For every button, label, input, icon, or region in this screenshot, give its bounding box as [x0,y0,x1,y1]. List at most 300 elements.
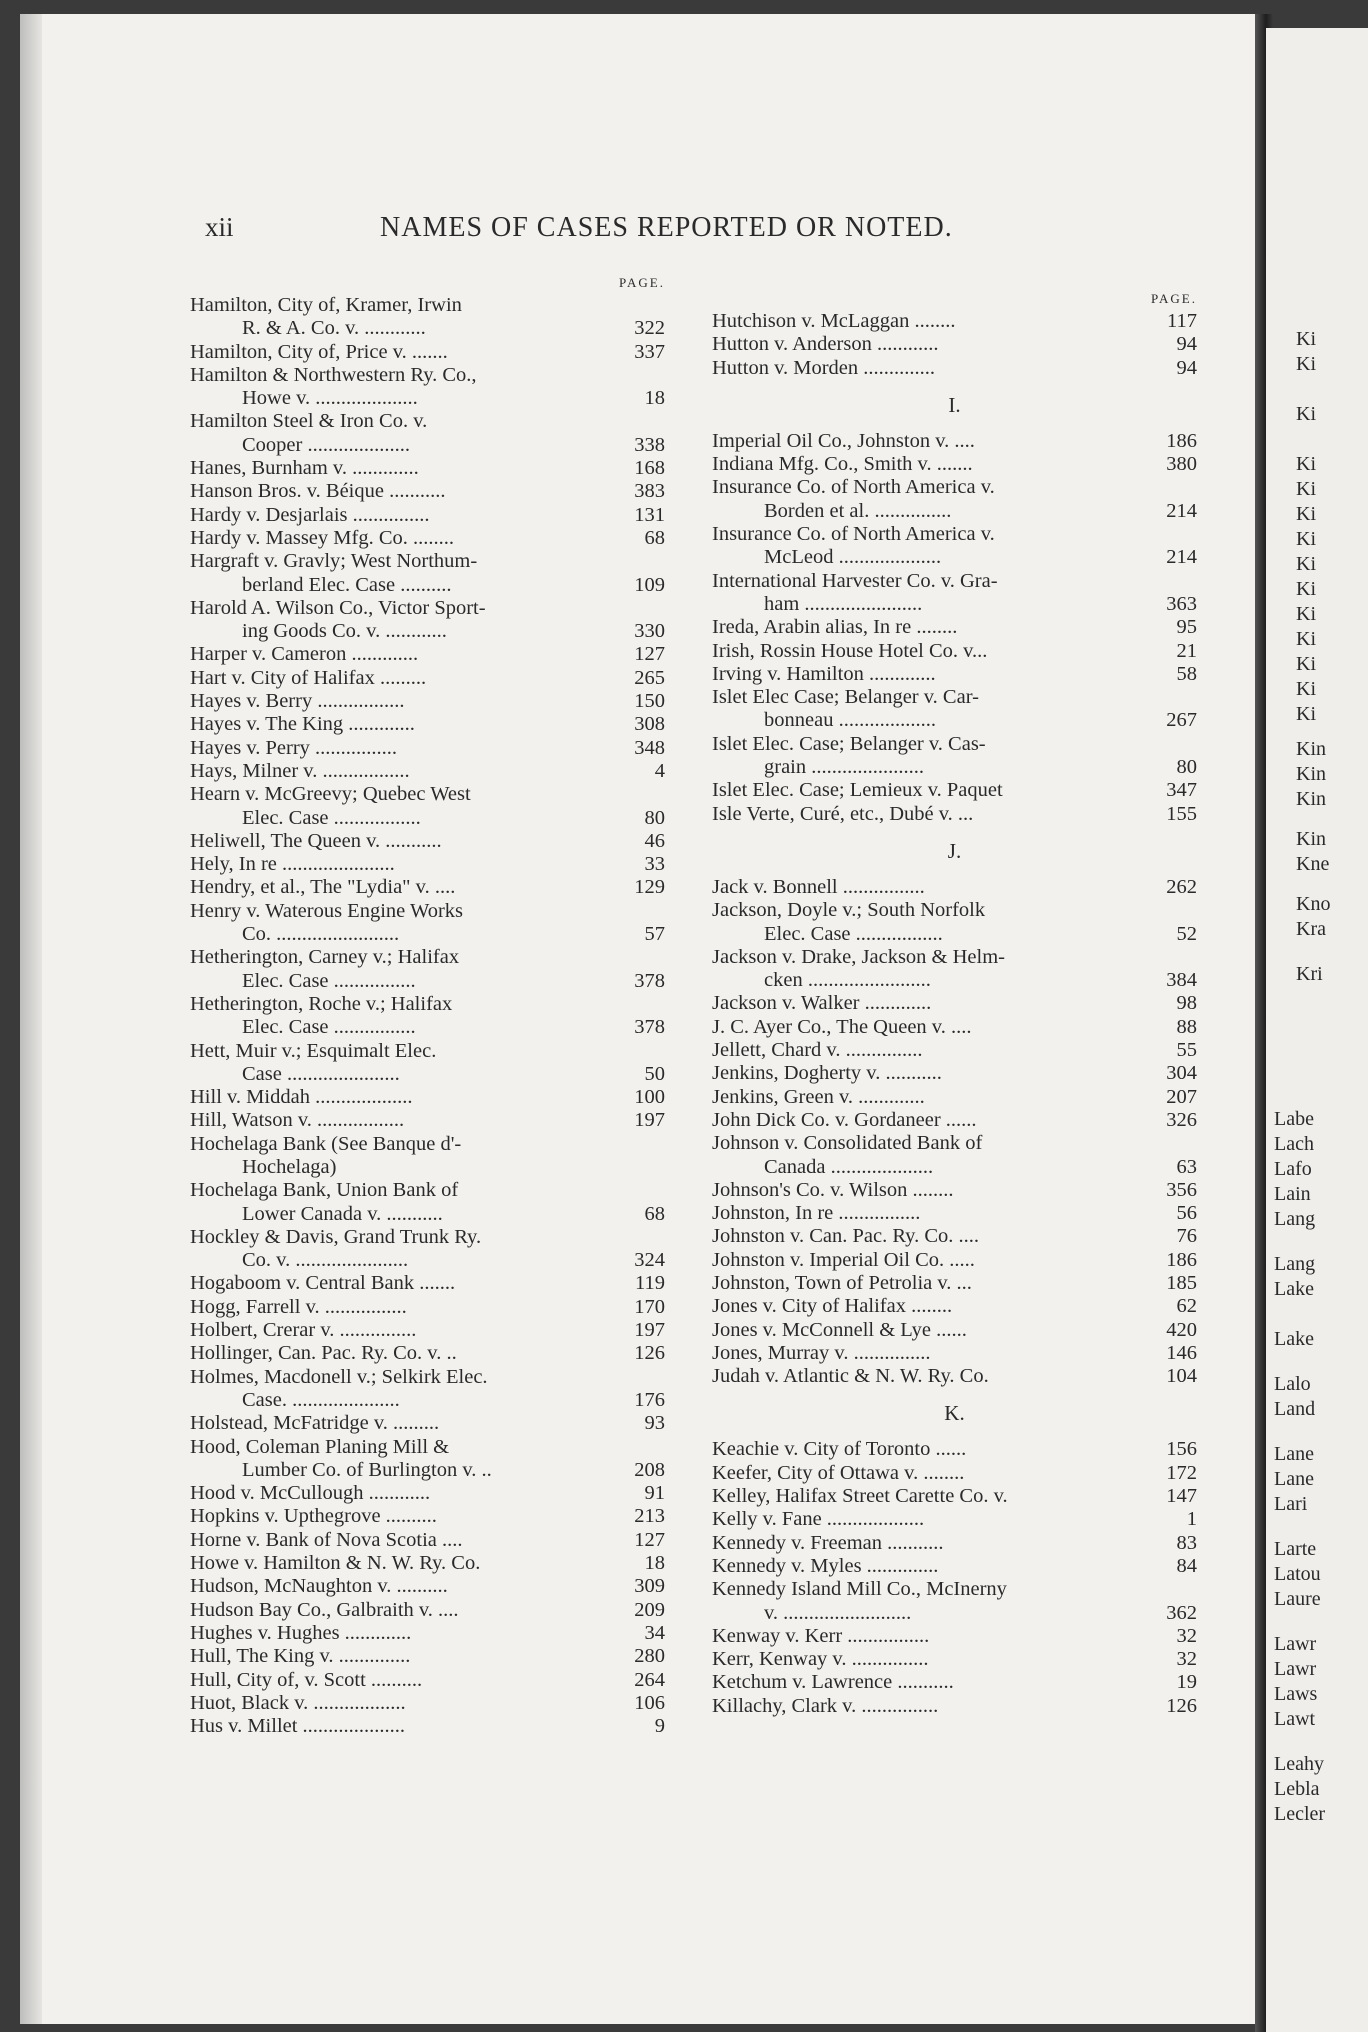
index-entry [712,663,1197,686]
index-entry [190,1715,665,1738]
facing-page-fragment: Kin [1296,763,1326,785]
index-entry [190,364,665,411]
index-entry [712,1202,1197,1225]
entry-page-number: 186 [1166,429,1197,452]
index-entry [712,1016,1197,1039]
entry-page-number: 18 [644,387,665,410]
entry-page-number: 363 [1166,592,1197,615]
facing-page-fragment: Lawr [1274,1633,1317,1655]
facing-page-fragment: Latou [1274,1563,1321,1585]
entry-text: Hays, Milner v. ................. [190,759,410,782]
index-entry [190,527,665,550]
entry-text: Hanson Bros. v. Béique ........... [190,480,446,503]
facing-page-fragment: Leahy [1274,1753,1324,1775]
entry-text: Johnston, In re ................ [712,1202,921,1225]
entry-text: Lower Canada v. ........... [242,1202,443,1225]
entry-page-number: 362 [1166,1601,1197,1624]
facing-page-fragment: Ki [1296,503,1316,525]
entry-page-number: 94 [1176,333,1197,356]
index-entry [712,1438,1197,1461]
entry-page-number: 264 [634,1668,665,1691]
entry-page-number: 197 [634,1109,665,1132]
entry-text: Insurance Co. of North America v. [712,476,995,499]
index-entry [190,946,665,993]
entry-text: Holbert, Crerar v. ............... [190,1319,417,1342]
index-entry [712,1365,1197,1388]
entry-text: Elec. Case ................ [242,969,416,992]
entry-text: cken ........................ [764,969,931,992]
left-column [190,272,665,1738]
index-entry [712,803,1197,826]
facing-page-fragment: Ki [1296,703,1316,725]
entry-page-number: 32 [1176,1624,1197,1647]
entry-page-number: 83 [1176,1531,1197,1554]
entry-text: Hely, In re ...................... [190,853,395,876]
entry-page-number: 76 [1176,1225,1197,1248]
facing-page-fragment: Lalo [1274,1373,1311,1395]
facing-page-fragment: Ki [1296,678,1316,700]
entry-text: grain ...................... [764,756,924,779]
facing-page-fragment: Ki [1296,603,1316,625]
entry-text: Johnston v. Can. Pac. Ry. Co. .... [712,1225,980,1248]
index-entry [190,993,665,1040]
entry-page-number: 1 [1186,1508,1197,1531]
index-entry [712,1342,1197,1365]
entry-text: Huot, Black v. .................. [190,1691,406,1714]
entry-page-number: 378 [634,1016,665,1039]
entry-page-number: 168 [634,457,665,480]
entry-text: Hogaboom v. Central Bank ....... [190,1272,456,1295]
index-entry [190,1040,665,1087]
entry-text: Hochelaga) [242,1155,337,1178]
entry-page-number: 308 [634,713,665,736]
entry-text: Elec. Case ................. [242,806,421,829]
facing-page-fragment: Lang [1274,1253,1316,1275]
entry-page-number: 383 [634,480,665,503]
entry-text: Case. ..................... [242,1388,400,1411]
entry-page-number: 56 [1176,1202,1197,1225]
entry-text: Hughes v. Hughes ............. [190,1621,412,1644]
entry-text: Hogg, Farrell v. ................ [190,1295,407,1318]
entry-page-number: 55 [1176,1039,1197,1062]
entry-text: Hus v. Millet .................... [190,1715,406,1738]
facing-page-fragment: Lecler [1274,1803,1326,1825]
index-entry [190,1575,665,1598]
index-entry [190,341,665,364]
entry-text: Canada .................... [764,1155,934,1178]
entry-page-number: 185 [1166,1271,1197,1294]
entry-page-number: 322 [634,317,665,340]
entry-page-number: 146 [1166,1341,1197,1364]
entry-text: John Dick Co. v. Gordaneer ...... [712,1108,977,1131]
entry-text: Jones, Murray v. ............... [712,1341,931,1364]
index-entry [190,853,665,876]
entry-text: Hollinger, Can. Pac. Ry. Co. v. .. [190,1342,457,1365]
entry-text: Jenkins, Dogherty v. ........... [712,1062,942,1085]
entry-text: Holmes, Macdonell v.; Selkirk Elec. [190,1365,488,1388]
index-entry [712,779,1197,802]
entry-text: Hayes v. Perry ................ [190,736,398,759]
entry-page-number: 186 [1166,1248,1197,1271]
entry-text: Hopkins v. Upthegrove .......... [190,1505,437,1528]
entry-text: Heliwell, The Queen v. ........... [190,829,442,852]
section-heading-j: J. [947,838,962,863]
index-entry [190,1436,665,1483]
entry-page-number: 208 [634,1458,665,1481]
entry-page-number: 80 [1176,756,1197,779]
index-entry [712,1532,1197,1555]
entry-page-number: 63 [1176,1155,1197,1178]
entry-text: Co. ........................ [242,923,400,946]
index-entry [712,899,1197,946]
index-entry [712,1648,1197,1671]
entry-text: Johnston, Town of Petrolia v. ... [712,1271,972,1294]
entry-page-number: 88 [1176,1015,1197,1038]
page-edge [20,14,42,2024]
facing-page-fragment: Kri [1296,963,1323,985]
entry-text: Kenway v. Kerr ................ [712,1624,930,1647]
right-column [712,288,1197,1718]
entry-text: Kerr, Kenway v. ............... [712,1648,929,1671]
entry-page-number: 384 [1166,969,1197,992]
entry-text: Hetherington, Carney v.; Halifax [190,946,460,969]
entry-text: Harper v. Cameron ............. [190,643,419,666]
index-entry [712,876,1197,899]
index-entry [190,1599,665,1622]
entry-page-number: 62 [1176,1295,1197,1318]
entry-text: Isle Verte, Curé, etc., Dubé v. ... [712,802,974,825]
facing-page-fragment: Lach [1274,1133,1314,1155]
entry-page-number: 213 [634,1505,665,1528]
entry-text: Islet Elec. Case; Belanger v. Cas- [712,732,986,755]
index-entry [190,830,665,853]
entry-page-number: 9 [654,1715,665,1738]
entry-page-number: 378 [634,969,665,992]
index-entry [190,1645,665,1668]
index-entry [712,1249,1197,1272]
entry-text: Kelley, Halifax Street Carette Co. v. [712,1485,1008,1508]
index-entry [712,1132,1197,1179]
facing-page-fragment: Kin [1296,788,1326,810]
entry-page-number: 52 [1176,922,1197,945]
facing-page-fragment: Laure [1274,1588,1321,1610]
facing-page-fragment: Kra [1296,918,1326,940]
entry-text: Hull, The King v. .............. [190,1645,411,1668]
index-entry [190,550,665,597]
entry-page-number: 18 [644,1552,665,1575]
index-entry [190,1342,665,1365]
entry-text: Jones v. McConnell & Lye ...... [712,1318,967,1341]
entry-page-number: 104 [1166,1365,1197,1388]
entry-page-number: 57 [644,923,665,946]
entry-page-number: 109 [634,573,665,596]
entry-text: Howe v. Hamilton & N. W. Ry. Co. [190,1552,481,1575]
entry-text: Hood, Coleman Planing Mill & [190,1435,450,1458]
entry-text: Imperial Oil Co., Johnston v. .... [712,429,975,452]
section-heading-k: K. [944,1401,965,1426]
entry-page-number: 197 [634,1319,665,1342]
entry-text: ham ....................... [764,592,923,615]
entry-page-number: 304 [1166,1062,1197,1085]
entry-text: Hetherington, Roche v.; Halifax [190,992,453,1015]
index-entry [190,410,665,457]
entry-text: Johnston v. Imperial Oil Co. ..... [712,1248,975,1271]
entry-text: Kelly v. Fane ................... [712,1508,925,1531]
index-entry [190,1505,665,1528]
index-entry [190,690,665,713]
index-entry [190,1319,665,1342]
index-entry [712,1508,1197,1531]
index-entry [712,733,1197,780]
index-entry [712,310,1197,333]
entry-page-number: 280 [634,1645,665,1668]
entry-text: Hudson, McNaughton v. .......... [190,1575,448,1598]
entry-text: Hood v. McCullough ............ [190,1482,431,1505]
entry-page-number: 129 [634,876,665,899]
index-entry [190,783,665,830]
index-entry [190,1552,665,1575]
entry-page-number: 84 [1176,1554,1197,1577]
entry-text: Kennedy v. Freeman ........... [712,1531,944,1554]
entry-text: Hochelaga Bank, Union Bank of [190,1179,459,1202]
entry-page-number: 147 [1166,1485,1197,1508]
entry-page-number: 95 [1176,616,1197,639]
index-entry [712,523,1197,570]
entry-page-number: 131 [634,503,665,526]
index-entry [190,480,665,503]
facing-page-fragment: Ki [1296,453,1316,475]
index-entry [190,1272,665,1295]
facing-page-fragment: Lawt [1274,1708,1316,1730]
entry-text: Ireda, Arabin alias, In re ........ [712,616,958,639]
entry-text: Hayes v. The King ............. [190,713,415,736]
index-entry [712,430,1197,453]
index-entry [712,1695,1197,1718]
entry-page-number: 172 [1166,1461,1197,1484]
entry-text: Jenkins, Green v. ............. [712,1085,925,1108]
entry-text: ing Goods Co. v. ............ [242,620,447,643]
facing-page-fragment: Ki [1296,578,1316,600]
entry-text: Hill v. Middah ................... [190,1086,413,1109]
entry-text: Case ...................... [242,1062,400,1085]
entry-text: berland Elec. Case .......... [242,573,452,596]
entry-page-number: 127 [634,1528,665,1551]
entry-text: Howe v. .................... [242,387,418,410]
index-entry [190,1109,665,1132]
entry-text: Jackson, Doyle v.; South Norfolk [712,899,986,922]
index-entry [712,1555,1197,1578]
facing-page-fragment: Ki [1296,478,1316,500]
index-entry [190,1669,665,1692]
index-entry [712,1109,1197,1132]
entry-text: v. ......................... [764,1601,912,1624]
entry-text: Hardy v. Desjarlais ............... [190,503,430,526]
facing-page-fragment: Ki [1296,528,1316,550]
entry-text: Harold A. Wilson Co., Victor Sport- [190,596,486,619]
entry-text: Cooper .................... [242,433,410,456]
index-entry [712,453,1197,476]
entry-page-number: 176 [634,1388,665,1411]
entry-text: Hendry, et al., The "Lydia" v. .... [190,876,456,899]
index-entry [190,713,665,736]
entry-page-number: 324 [634,1249,665,1272]
entry-page-number: 207 [1166,1085,1197,1108]
entry-text: Jackson v. Drake, Jackson & Helm- [712,945,1005,968]
facing-page-fragment: Lebla [1274,1778,1320,1800]
entry-text: Ketchum v. Lawrence ........... [712,1671,954,1694]
page-title: NAMES OF CASES REPORTED OR NOTED. [380,212,953,243]
entry-text: Elec. Case ................. [764,922,943,945]
index-entry [190,1086,665,1109]
facing-page-fragment: Lang [1274,1208,1316,1230]
entry-text: Co. v. ...................... [242,1249,409,1272]
entry-page-number: 80 [644,806,665,829]
index-entry [190,737,665,760]
entry-text: Irving v. Hamilton ............. [712,662,936,685]
index-entry [190,1366,665,1413]
entry-text: Hamilton, City of, Price v. ....... [190,340,448,363]
entry-text: Hart v. City of Halifax ......... [190,666,427,689]
index-entry [712,1225,1197,1248]
entry-text: Hudson Bay Co., Galbraith v. .... [190,1598,459,1621]
entry-text: Keefer, City of Ottawa v. ........ [712,1461,965,1484]
index-entry [712,946,1197,993]
facing-page-fragment: Labe [1274,1108,1314,1130]
entry-text: Hanes, Burnham v. ............. [190,457,419,480]
entry-page-number: 94 [1176,356,1197,379]
entry-text: R. & A. Co. v. ............ [242,317,426,340]
entry-text: Indiana Mfg. Co., Smith v. ....... [712,453,973,476]
index-entry [190,1226,665,1273]
entry-page-number: 68 [644,526,665,549]
entry-page-number: 117 [1167,310,1197,332]
entry-text: Hill, Watson v. ................. [190,1109,405,1132]
entry-text: Hutton v. Anderson ............ [712,333,939,356]
facing-page-fragment: Lane [1274,1468,1314,1490]
entry-page-number: 150 [634,690,665,713]
index-entry [712,1625,1197,1648]
index-entry [712,570,1197,617]
entry-page-number: 126 [634,1342,665,1365]
entry-text: Hutchison v. McLaggan ........ [712,310,956,332]
entry-page-number: 34 [644,1621,665,1644]
entry-page-number: 33 [644,853,665,876]
entry-text: Henry v. Waterous Engine Works [190,899,464,922]
facing-page-fragment: Kne [1296,853,1330,875]
entry-text: Hargraft v. Gravly; West Northum- [190,550,478,573]
index-entry [190,1482,665,1505]
facing-page-fragment: Kno [1296,893,1331,915]
index-entry [712,1086,1197,1109]
entry-page-number: 420 [1166,1318,1197,1341]
entry-page-number: 98 [1176,992,1197,1015]
entry-text: Hochelaga Bank (See Banque d'- [190,1132,462,1155]
facing-page-fragment: Lake [1274,1328,1314,1350]
index-entry [712,476,1197,523]
entry-page-number: 262 [1166,875,1197,898]
entry-text: Horne v. Bank of Nova Scotia .... [190,1528,463,1551]
entry-text: Hayes v. Berry ................. [190,690,405,713]
entry-page-number: 50 [644,1062,665,1085]
facing-page-fragment: Ki [1296,553,1316,575]
index-entry [190,1692,665,1715]
facing-page-fragment: Lane [1274,1443,1314,1465]
entry-page-number: 127 [634,643,665,666]
entry-text: Hearn v. McGreevy; Quebec West [190,783,471,806]
entry-text: Islet Elec Case; Belanger v. Car- [712,686,979,709]
entry-text: International Harvester Co. v. Gra- [712,569,998,592]
entry-page-number: 93 [644,1412,665,1435]
entry-text: Irish, Rossin House Hotel Co. v... [712,639,988,662]
entry-text: Hamilton, City of, Kramer, Irwin [190,294,462,316]
entry-text: McLeod .................... [764,546,942,569]
entry-page-number: 309 [634,1575,665,1598]
entry-text: Jack v. Bonnell ................ [712,875,925,898]
facing-page-fragment: Lain [1274,1183,1311,1205]
entry-page-number: 338 [634,433,665,456]
index-entry [712,1179,1197,1202]
page-column-label: PAGE. [1150,291,1197,306]
entry-text: Kennedy v. Myles .............. [712,1554,939,1577]
entry-text: Kennedy Island Mill Co., McInerny [712,1578,1007,1601]
facing-page-fragment: Larte [1274,1538,1317,1560]
entry-page-number: 119 [635,1272,665,1295]
entry-page-number: 156 [1166,1438,1197,1461]
facing-page-fragment: Land [1274,1398,1316,1420]
index-entry [712,616,1197,639]
entry-page-number: 214 [1166,546,1197,569]
entry-text: Hamilton & Northwestern Ry. Co., [190,363,477,386]
entry-page-number: 337 [634,340,665,363]
index-entry [190,1412,665,1435]
entry-text: Hull, City of, v. Scott .......... [190,1668,423,1691]
entry-page-number: 155 [1166,802,1197,825]
entry-text: Johnson's Co. v. Wilson ........ [712,1178,954,1201]
index-entry [712,1578,1197,1625]
entry-text: Johnson v. Consolidated Bank of [712,1132,983,1155]
index-entry [712,357,1197,380]
facing-page [1266,28,1368,2032]
entry-text: Hamilton Steel & Iron Co. v. [190,410,428,433]
index-entry [190,643,665,666]
entry-text: Jackson v. Walker ............. [712,992,932,1015]
page-number: xii [205,212,234,242]
index-entry [190,457,665,480]
entry-text: Hutton v. Morden .............. [712,356,936,379]
entry-page-number: 4 [654,759,665,782]
facing-page-fragment: Ki [1296,353,1316,375]
entry-page-number: 380 [1166,453,1197,476]
index-entry [712,640,1197,663]
facing-page-fragment: Ki [1296,628,1316,650]
entry-page-number: 68 [644,1202,665,1225]
entry-page-number: 21 [1176,639,1197,662]
index-entry [712,686,1197,733]
index-entry [190,1622,665,1645]
entry-page-number: 209 [634,1598,665,1621]
index-entry [712,1039,1197,1062]
index-entry [712,1295,1197,1318]
entry-page-number: 347 [1166,779,1197,802]
entry-text: bonneau ................... [764,709,936,732]
facing-page-fragment: Ki [1296,328,1316,350]
entry-page-number: 100 [634,1086,665,1109]
entry-page-number: 91 [644,1482,665,1505]
facing-page-fragment: Lawr [1274,1658,1317,1680]
entry-page-number: 267 [1166,709,1197,732]
index-entry [712,1462,1197,1485]
entry-text: Jellett, Chard v. ............... [712,1039,923,1062]
